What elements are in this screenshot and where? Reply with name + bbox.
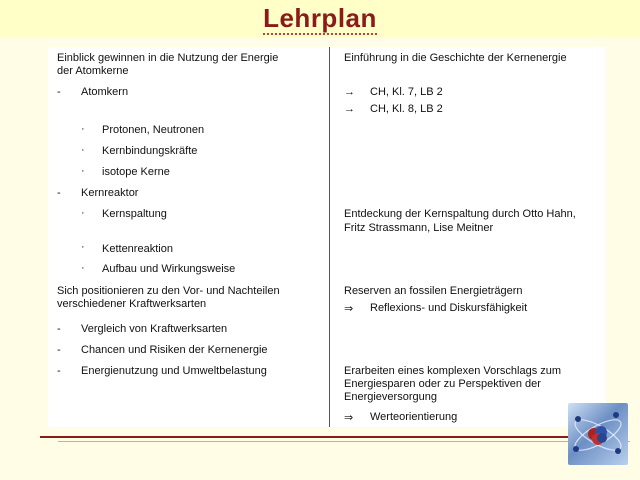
right-werte: Werteorientierung [370, 411, 458, 423]
right-geschichte: Einführung in die Geschichte der Kernenergie [344, 52, 567, 64]
column-divider [329, 47, 330, 427]
ref-ch-8: CH, Kl. 8, LB 2 [370, 103, 443, 115]
item-atomkern: Atomkern [81, 86, 129, 98]
dot-bullet: · [81, 207, 85, 219]
right-erarbeiten-a: Erarbeiten eines komplexen Vorschlags zum [344, 365, 562, 377]
atom-logo-icon [568, 403, 628, 465]
dot-bullet: · [81, 262, 85, 274]
item-kernbindung: Kernbindungskräfte [102, 145, 198, 157]
atom-graphic [568, 403, 628, 465]
dash-bullet: - [57, 365, 61, 377]
right-reserven: Reserven an fossilen Energieträgern [344, 285, 523, 297]
right-reflexion: Reflexions- und Diskursfähigkeit [370, 302, 528, 314]
item-chancen: Chancen und Risiken der Kernenergie [81, 344, 268, 356]
right-erarbeiten-b: Energiesparen oder zu Perspektiven der [344, 378, 541, 390]
left-heading-1a: Einblick gewinnen in die Nutzung der Energie [57, 52, 279, 64]
left-heading-1b: der Atomkerne [57, 65, 129, 77]
item-vergleich: Vergleich von Kraftwerksarten [81, 323, 228, 335]
dash-bullet: - [57, 187, 61, 199]
right-erarbeiten-c: Energieversorgung [344, 391, 437, 403]
item-isotope: isotope Kerne [102, 166, 170, 178]
dash-bullet: - [57, 86, 61, 98]
arrow-icon: → [344, 86, 355, 98]
dot-bullet: · [81, 123, 85, 135]
dot-bullet: · [81, 165, 85, 177]
title-text: Lehrplan [263, 3, 377, 33]
item-protonen: Protonen, Neutronen [102, 124, 205, 136]
page-title [0, 3, 640, 34]
dash-bullet: - [57, 323, 61, 335]
item-kernreaktor: Kernreaktor [81, 187, 139, 199]
item-energienutzung: Energienutzung und Umweltbelastung [81, 365, 267, 377]
dot-bullet: · [81, 241, 85, 253]
dot-bullet: · [81, 144, 85, 156]
arrow-icon: → [344, 103, 355, 115]
item-kernspaltung: Kernspaltung [102, 208, 167, 220]
item-kettenreaktion: Kettenreaktion [102, 243, 173, 255]
ref-ch-7: CH, Kl. 7, LB 2 [370, 86, 443, 98]
left-heading-2b: verschiedener Kraftwerksarten [57, 298, 207, 310]
right-entdeckung-b: Fritz Strassmann, Lise Meitner [344, 222, 494, 234]
right-entdeckung-a: Entdeckung der Kernspaltung durch Otto Hahn, [344, 208, 576, 220]
footer-rule [40, 436, 620, 438]
dash-bullet: - [57, 344, 61, 356]
item-aufbau: Aufbau und Wirkungsweise [102, 263, 236, 275]
left-heading-2a: Sich positionieren zu den Vor- und Nachteilen [57, 285, 280, 297]
implies-icon: ⇒ [344, 412, 354, 424]
footer-rule-accent [58, 441, 630, 442]
implies-icon: ⇒ [344, 303, 354, 315]
